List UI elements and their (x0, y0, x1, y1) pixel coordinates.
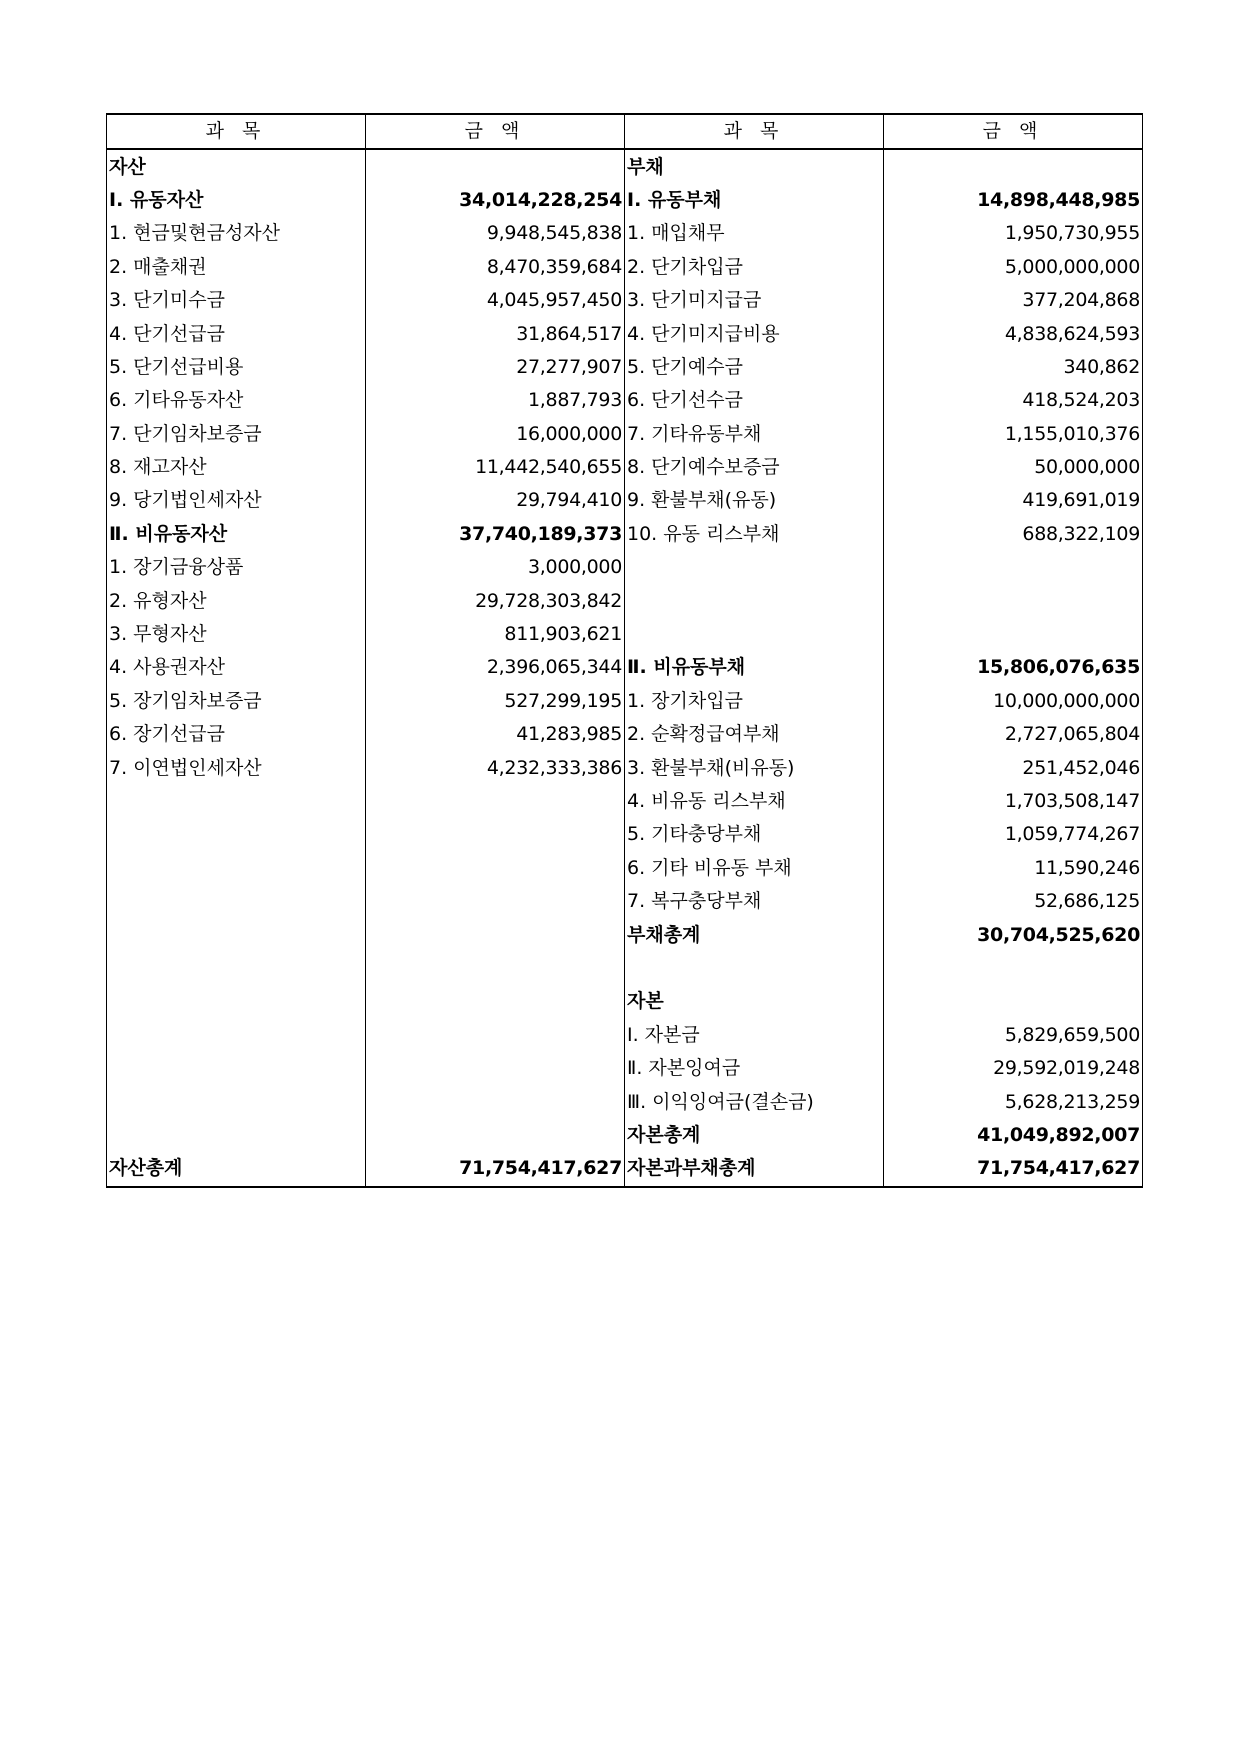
asset-item-label (107, 785, 366, 818)
table-row (107, 284, 1143, 317)
liability-equity-item-amount: 15,806,076,635 (884, 651, 1143, 684)
liability-equity-item-label: 부채총계 (625, 918, 884, 951)
asset-item-amount (366, 1085, 625, 1118)
liability-equity-item-amount (884, 584, 1143, 617)
asset-item-label: 3. 단기미수금 (107, 284, 366, 317)
table-row (107, 785, 1143, 818)
asset-item-label (107, 1019, 366, 1052)
table-row (107, 751, 1143, 784)
asset-item-amount: 31,864,517 (366, 317, 625, 350)
liability-equity-item-label: Ⅰ. 유동부채 (625, 184, 884, 217)
liability-equity-item-label (625, 584, 884, 617)
asset-item-amount: 2,396,065,344 (366, 651, 625, 684)
asset-item-amount (366, 785, 625, 818)
asset-item-label: 9. 당기법인세자산 (107, 484, 366, 517)
asset-item-label: Ⅰ. 유동자산 (107, 184, 366, 217)
liability-equity-item-label: 7. 복구충당부채 (625, 885, 884, 918)
asset-item-label: 7. 이연법인세자산 (107, 751, 366, 784)
liability-equity-item-label: 4. 단기미지급비용 (625, 317, 884, 350)
liability-equity-item-amount: 4,838,624,593 (884, 317, 1143, 350)
table-row (107, 551, 1143, 584)
liability-equity-item-amount: 30,704,525,620 (884, 918, 1143, 951)
liability-equity-item-amount (884, 985, 1143, 1018)
table-row (107, 584, 1143, 617)
asset-item-label (107, 1119, 366, 1152)
table-row (107, 952, 1143, 985)
table-row (107, 451, 1143, 484)
table-row (107, 518, 1143, 551)
liability-equity-item-amount (884, 618, 1143, 651)
liability-equity-item-label (625, 551, 884, 584)
table-row (107, 852, 1143, 885)
asset-item-label: 7. 단기임차보증금 (107, 418, 366, 451)
asset-item-amount: 11,442,540,655 (366, 451, 625, 484)
asset-item-label (107, 1085, 366, 1118)
liability-equity-item-label: 6. 단기선수금 (625, 384, 884, 417)
table-row (107, 1119, 1143, 1152)
header-left-label: 과 목 (107, 114, 366, 149)
asset-item-amount: 29,794,410 (366, 484, 625, 517)
table-row (107, 418, 1143, 451)
asset-item-amount (366, 952, 625, 985)
asset-item-amount: 4,232,333,386 (366, 751, 625, 784)
asset-item-label: Ⅱ. 비유동자산 (107, 518, 366, 551)
table-row (107, 149, 1143, 183)
liability-equity-item-amount: 340,862 (884, 351, 1143, 384)
asset-item-label: 1. 장기금융상품 (107, 551, 366, 584)
liability-equity-item-label (625, 618, 884, 651)
asset-item-amount (366, 885, 625, 918)
liability-equity-item-label: 5. 단기예수금 (625, 351, 884, 384)
table-row (107, 618, 1143, 651)
liability-equity-item-amount: 71,754,417,627 (884, 1152, 1143, 1186)
liability-equity-item-amount: 1,155,010,376 (884, 418, 1143, 451)
liability-equity-item-label: 9. 환불부채(유동) (625, 484, 884, 517)
asset-item-label: 6. 장기선급금 (107, 718, 366, 751)
asset-item-label (107, 1052, 366, 1085)
liability-equity-item-amount: 52,686,125 (884, 885, 1143, 918)
asset-item-amount (366, 1052, 625, 1085)
asset-item-label: 8. 재고자산 (107, 451, 366, 484)
liability-equity-item-label: 3. 단기미지급금 (625, 284, 884, 317)
table-row (107, 918, 1143, 951)
asset-item-amount (366, 818, 625, 851)
asset-item-label: 4. 사용권자산 (107, 651, 366, 684)
table-row (107, 1019, 1143, 1052)
liability-equity-item-amount: 1,059,774,267 (884, 818, 1143, 851)
liability-equity-item-amount: 5,628,213,259 (884, 1085, 1143, 1118)
liability-equity-item-amount: 50,000,000 (884, 451, 1143, 484)
asset-item-label (107, 885, 366, 918)
liability-equity-item-label: 2. 단기차입금 (625, 251, 884, 284)
table-row (107, 251, 1143, 284)
asset-item-amount: 527,299,195 (366, 685, 625, 718)
liability-equity-item-amount: 11,590,246 (884, 852, 1143, 885)
asset-item-amount: 29,728,303,842 (366, 584, 625, 617)
asset-item-amount (366, 1019, 625, 1052)
liability-equity-item-amount: 377,204,868 (884, 284, 1143, 317)
liability-equity-item-label: Ⅲ. 이익잉여금(결손금) (625, 1085, 884, 1118)
asset-item-amount: 71,754,417,627 (366, 1152, 625, 1186)
asset-item-label (107, 952, 366, 985)
asset-item-label: 자산 (107, 149, 366, 183)
header-left-amount: 금 액 (366, 114, 625, 149)
liability-equity-item-amount: 1,950,730,955 (884, 217, 1143, 250)
table-row (107, 351, 1143, 384)
asset-item-label: 5. 장기임차보증금 (107, 685, 366, 718)
liability-equity-item-label: 1. 장기차입금 (625, 685, 884, 718)
asset-item-amount: 27,277,907 (366, 351, 625, 384)
asset-item-amount: 3,000,000 (366, 551, 625, 584)
liability-equity-item-amount: 2,727,065,804 (884, 718, 1143, 751)
table-row (107, 217, 1143, 250)
liability-equity-item-label: Ⅱ. 자본잉여금 (625, 1052, 884, 1085)
asset-item-amount: 4,045,957,450 (366, 284, 625, 317)
liability-equity-item-label: 자본 (625, 985, 884, 1018)
asset-item-amount: 34,014,228,254 (366, 184, 625, 217)
liability-equity-item-label: 7. 기타유동부채 (625, 418, 884, 451)
liability-equity-item-amount: 5,829,659,500 (884, 1019, 1143, 1052)
asset-item-label: 4. 단기선급금 (107, 317, 366, 350)
asset-item-label: 자산총계 (107, 1152, 366, 1186)
table-row (107, 718, 1143, 751)
liability-equity-item-amount (884, 551, 1143, 584)
liability-equity-item-label: Ⅰ. 자본금 (625, 1019, 884, 1052)
asset-item-amount: 9,948,545,838 (366, 217, 625, 250)
asset-item-amount: 811,903,621 (366, 618, 625, 651)
asset-item-label (107, 985, 366, 1018)
table-row (107, 1152, 1143, 1186)
table-row (107, 184, 1143, 217)
liability-equity-item-label: 3. 환불부채(비유동) (625, 751, 884, 784)
asset-item-label: 5. 단기선급비용 (107, 351, 366, 384)
asset-item-label: 3. 무형자산 (107, 618, 366, 651)
liability-equity-item-label: 1. 매입채무 (625, 217, 884, 250)
asset-item-amount (366, 149, 625, 183)
table-row (107, 818, 1143, 851)
asset-item-amount: 8,470,359,684 (366, 251, 625, 284)
liability-equity-item-label: 4. 비유동 리스부채 (625, 785, 884, 818)
table-row (107, 317, 1143, 350)
table-row (107, 484, 1143, 517)
header-right-amount: 금 액 (884, 114, 1143, 149)
table-row (107, 685, 1143, 718)
asset-item-amount (366, 852, 625, 885)
liability-equity-item-label (625, 952, 884, 985)
asset-item-amount (366, 1119, 625, 1152)
liability-equity-item-amount: 251,452,046 (884, 751, 1143, 784)
asset-item-amount: 16,000,000 (366, 418, 625, 451)
asset-item-amount: 1,887,793 (366, 384, 625, 417)
liability-equity-item-amount: 10,000,000,000 (884, 685, 1143, 718)
liability-equity-item-label: 자본총계 (625, 1119, 884, 1152)
liability-equity-item-amount: 5,000,000,000 (884, 251, 1143, 284)
table-row (107, 985, 1143, 1018)
asset-item-label: 2. 매출채권 (107, 251, 366, 284)
liability-equity-item-amount (884, 952, 1143, 985)
asset-item-amount (366, 918, 625, 951)
liability-equity-item-amount: 1,703,508,147 (884, 785, 1143, 818)
liability-equity-item-label: 5. 기타충당부채 (625, 818, 884, 851)
table-header (107, 114, 1143, 149)
asset-item-amount: 37,740,189,373 (366, 518, 625, 551)
balance-sheet-table (106, 113, 1143, 1188)
header-right-label: 과 목 (625, 114, 884, 149)
liability-equity-item-amount: 41,049,892,007 (884, 1119, 1143, 1152)
table-row (107, 651, 1143, 684)
asset-item-label (107, 852, 366, 885)
liability-equity-item-amount: 29,592,019,248 (884, 1052, 1143, 1085)
liability-equity-item-amount: 688,322,109 (884, 518, 1143, 551)
liability-equity-item-amount (884, 149, 1143, 183)
liability-equity-item-label: 2. 순확정급여부채 (625, 718, 884, 751)
liability-equity-item-amount: 419,691,019 (884, 484, 1143, 517)
asset-item-label: 6. 기타유동자산 (107, 384, 366, 417)
asset-item-label (107, 918, 366, 951)
asset-item-amount: 41,283,985 (366, 718, 625, 751)
table-body (107, 149, 1143, 1186)
asset-item-label: 2. 유형자산 (107, 584, 366, 617)
table-row (107, 1052, 1143, 1085)
liability-equity-item-label: 부채 (625, 149, 884, 183)
liability-equity-item-label: 자본과부채총계 (625, 1152, 884, 1186)
liability-equity-item-label: Ⅱ. 비유동부채 (625, 651, 884, 684)
asset-item-amount (366, 985, 625, 1018)
liability-equity-item-amount: 418,524,203 (884, 384, 1143, 417)
asset-item-label: 1. 현금및현금성자산 (107, 217, 366, 250)
table-row (107, 1085, 1143, 1118)
liability-equity-item-label: 8. 단기예수보증금 (625, 451, 884, 484)
table-row (107, 885, 1143, 918)
asset-item-label (107, 818, 366, 851)
liability-equity-item-amount: 14,898,448,985 (884, 184, 1143, 217)
liability-equity-item-label: 6. 기타 비유동 부채 (625, 852, 884, 885)
liability-equity-item-label: 10. 유동 리스부채 (625, 518, 884, 551)
table-row (107, 384, 1143, 417)
